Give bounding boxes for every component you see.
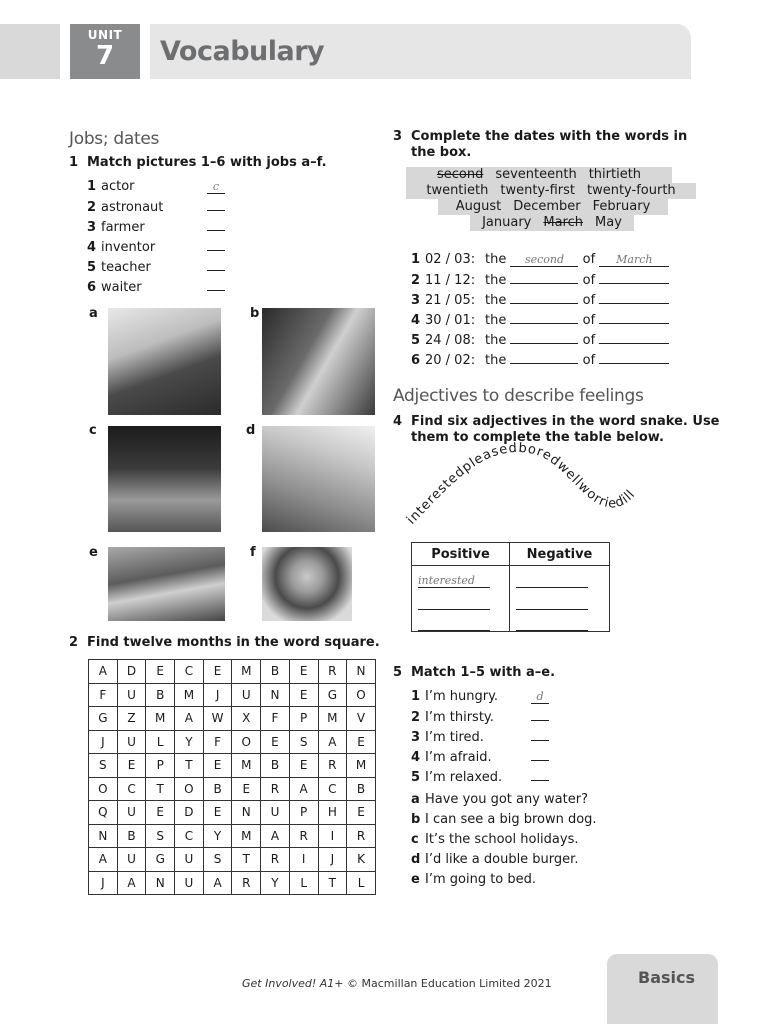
word-box-item: twentieth [420, 183, 494, 199]
word-square-cell: E [232, 777, 261, 801]
word-square-cell: E [347, 801, 376, 825]
word-box-item: February [587, 199, 657, 215]
table-cell[interactable] [412, 610, 510, 632]
list-item: 5 teacher [87, 259, 225, 279]
table-header-negative: Negative [510, 543, 610, 566]
word-square-cell: A [203, 871, 232, 895]
word-square-cell: Y [261, 871, 290, 895]
header-side-block [0, 24, 60, 79]
word-square-cell: T [232, 848, 261, 872]
photo-label-f: f [250, 545, 256, 560]
word-square-row [89, 660, 376, 684]
word-square-cell: N [261, 683, 290, 707]
word-square-cell: S [89, 754, 118, 778]
photo-label-d: d [246, 423, 256, 438]
word-square-cell: C [117, 777, 146, 801]
word-square-cell: T [175, 754, 204, 778]
ex1-instruction: 1 Match pictures 1–6 with jobs a–f. [69, 155, 327, 170]
word-square-cell: J [89, 730, 118, 754]
word-square-cell: T [146, 777, 175, 801]
word-square-cell: A [318, 730, 347, 754]
word-square-cell: S [203, 848, 232, 872]
list-item: e I’m going to bed. [411, 872, 537, 887]
word-square-cell: D [175, 801, 204, 825]
word-square-cell: E [146, 801, 175, 825]
word-square-cell: N [232, 801, 261, 825]
word-square-cell: O [347, 683, 376, 707]
word-square-cell: U [232, 683, 261, 707]
word-box-row [438, 199, 668, 215]
list-item: 4 30 / 01: the of [411, 312, 669, 332]
list-item: 2 11 / 12: the of [411, 272, 669, 292]
word-box-item: May [589, 215, 628, 231]
word-box-item: second [431, 167, 489, 183]
answer-blank[interactable] [531, 729, 549, 741]
list-item: 5 I’m relaxed. [411, 769, 549, 789]
list-item: a Have you got any water? [411, 792, 588, 807]
word-box-item: August [450, 199, 508, 215]
word-square-cell: E [203, 801, 232, 825]
answer-blank[interactable] [599, 312, 669, 324]
word-square-cell: E [347, 730, 376, 754]
table-cell[interactable] [510, 566, 610, 588]
word-square-cell: J [203, 683, 232, 707]
answer-blank[interactable] [599, 272, 669, 284]
answer-blank[interactable] [531, 749, 549, 761]
list-item: 5 24 / 08: the of [411, 332, 669, 352]
word-square-cell: J [89, 871, 118, 895]
word-square-cell: R [318, 754, 347, 778]
word-square-cell: C [175, 824, 204, 848]
word-square-cell: A [289, 777, 318, 801]
actor-photo [108, 426, 221, 532]
word-square-cell: U [175, 848, 204, 872]
answer-blank[interactable] [531, 709, 549, 721]
answer-blank[interactable]: second [510, 255, 578, 267]
ex4-instruction: 4 Find six adjectives in the word snake. Use them to complete the table below. [393, 414, 720, 445]
answer-blank[interactable] [207, 199, 225, 211]
word-box-item: twenty-fourth [581, 183, 682, 199]
list-item: b I can see a big brown dog. [411, 812, 597, 827]
word-box-item: seventeenth [489, 167, 582, 183]
word-snake-text: interestedpleasedboredwellworriedill [404, 440, 639, 528]
page-title: Vocabulary [160, 36, 325, 67]
word-square-cell: E [289, 754, 318, 778]
word-square-cell: J [318, 848, 347, 872]
word-square-cell: E [117, 754, 146, 778]
photo-label-a: a [89, 306, 98, 321]
list-item: 2 I’m thirsty. [411, 709, 549, 729]
list-item: 1 02 / 03: the second of March [411, 252, 669, 272]
word-square-row [89, 824, 376, 848]
word-square-cell: L [146, 730, 175, 754]
word-square-cell: W [203, 707, 232, 731]
word-square-cell: N [146, 871, 175, 895]
list-item: d I’d like a double burger. [411, 852, 579, 867]
word-square-cell: M [232, 754, 261, 778]
word-square-cell: U [261, 801, 290, 825]
word-square-cell: O [89, 777, 118, 801]
answer-blank[interactable] [531, 769, 549, 781]
answer-blank[interactable] [510, 272, 578, 284]
word-square-cell: U [175, 871, 204, 895]
list-item: 2 astronaut [87, 199, 225, 219]
list-item: 4 inventor [87, 239, 225, 259]
word-square-cell: V [347, 707, 376, 731]
feelings-table [411, 542, 610, 632]
word-square-cell: U [117, 848, 146, 872]
word-square-cell: C [175, 660, 204, 684]
word-square-cell: I [289, 848, 318, 872]
table-cell[interactable] [510, 610, 610, 632]
word-square-cell: S [289, 730, 318, 754]
unit-badge [70, 24, 140, 79]
word-square-cell: E [289, 683, 318, 707]
word-box-item: thirtieth [583, 167, 647, 183]
word-square-cell: O [175, 777, 204, 801]
footer-copyright: Get Involved! A1+ © Macmillan Education Limited 2021 [242, 977, 552, 990]
word-square-cell: R [289, 824, 318, 848]
answer-blank[interactable] [510, 332, 578, 344]
word-box-item: January [476, 215, 537, 231]
word-box-row [470, 215, 634, 231]
word-square-cell: F [203, 730, 232, 754]
word-square-cell: F [89, 683, 118, 707]
answer-blank[interactable] [510, 312, 578, 324]
ex5-list [411, 689, 549, 789]
word-box-item: December [507, 199, 586, 215]
list-item: 3 21 / 05: the of [411, 292, 669, 312]
unit-number: 7 [95, 41, 115, 71]
list-item: 1 actor c [87, 179, 225, 199]
answer-blank[interactable] [510, 292, 578, 304]
word-box-item: March [537, 215, 589, 231]
list-item: 6 20 / 02: the of [411, 352, 669, 372]
ex3-list [411, 252, 669, 372]
section-title-feelings: Adjectives to describe feelings [393, 386, 644, 406]
word-square-cell: R [347, 824, 376, 848]
word-square-cell: M [232, 824, 261, 848]
ex2-instruction: 2 Find twelve months in the word square. [69, 635, 380, 650]
word-square-cell: E [203, 660, 232, 684]
ex5-instruction: 5 Match 1–5 with a–e. [393, 665, 556, 680]
word-square-cell: M [175, 683, 204, 707]
ex5-options [411, 792, 597, 892]
word-square-cell: M [318, 707, 347, 731]
table-cell[interactable] [510, 588, 610, 610]
farmer-photo [108, 308, 221, 415]
word-square-cell: A [89, 848, 118, 872]
answer-blank[interactable] [599, 292, 669, 304]
word-square-cell: M [347, 754, 376, 778]
word-square-cell: R [318, 660, 347, 684]
word-square-cell: L [347, 871, 376, 895]
word-square-cell: M [232, 660, 261, 684]
word-square-cell: B [117, 824, 146, 848]
word-square-cell: A [89, 660, 118, 684]
word-square-cell: Q [89, 801, 118, 825]
word-box-row [406, 183, 696, 199]
word-square [88, 659, 376, 895]
answer-blank[interactable] [207, 239, 225, 251]
word-square-cell: O [232, 730, 261, 754]
word-box-row [406, 167, 672, 183]
word-square-row [89, 801, 376, 825]
word-square-cell: E [289, 660, 318, 684]
word-square-cell: R [232, 871, 261, 895]
answer-blank[interactable]: c [207, 182, 225, 194]
word-square-cell: I [318, 824, 347, 848]
word-square-cell: A [261, 824, 290, 848]
word-square-cell: S [146, 824, 175, 848]
word-square-cell: A [117, 871, 146, 895]
list-item: 1 I’m hungry. d [411, 689, 549, 709]
word-square-cell: R [261, 777, 290, 801]
word-square-cell: B [146, 683, 175, 707]
photo-label-b: b [250, 306, 260, 321]
answer-blank[interactable]: d [531, 692, 549, 704]
word-box-item: twenty-first [494, 183, 581, 199]
word-square-cell: D [117, 660, 146, 684]
word-square-cell: K [347, 848, 376, 872]
ex3-instruction: 3 Complete the dates with the words in the box. [393, 129, 688, 160]
list-item: c It’s the school holidays. [411, 832, 579, 847]
word-square-cell: G [146, 848, 175, 872]
word-square-cell: T [318, 871, 347, 895]
word-square-row [89, 848, 376, 872]
answer-blank[interactable] [207, 219, 225, 231]
inventor-photo [262, 308, 375, 415]
section-title-jobs: Jobs; dates [69, 129, 160, 149]
word-square-cell: X [232, 707, 261, 731]
table-header-positive: Positive [412, 543, 510, 566]
word-square-cell: B [261, 754, 290, 778]
answer-blank[interactable] [599, 352, 669, 364]
list-item: 3 I’m tired. [411, 729, 549, 749]
word-square-cell: P [146, 754, 175, 778]
astronaut-photo [262, 547, 352, 621]
word-square-cell: E [203, 754, 232, 778]
photo-label-e: e [89, 545, 98, 560]
word-square-cell: Y [175, 730, 204, 754]
word-square-row [89, 707, 376, 731]
word-square-cell: U [117, 730, 146, 754]
word-square-cell: N [89, 824, 118, 848]
word-square-cell: G [89, 707, 118, 731]
answer-blank[interactable] [207, 279, 225, 291]
svg-text:interestedpleasedboredwellworr [404, 441, 638, 528]
word-square-cell: U [117, 801, 146, 825]
word-square-cell: L [289, 871, 318, 895]
word-square-cell: B [261, 660, 290, 684]
word-square-row [89, 730, 376, 754]
unit-label: UNIT [87, 28, 123, 42]
word-square-cell: U [117, 683, 146, 707]
answer-blank[interactable] [599, 332, 669, 344]
list-item: 3 farmer [87, 219, 225, 239]
word-square-cell: G [318, 683, 347, 707]
teacher-photo [262, 426, 375, 532]
footer-tab-label: Basics [638, 968, 696, 987]
word-square-cell: P [289, 801, 318, 825]
word-square-cell: B [203, 777, 232, 801]
word-square-row [89, 871, 376, 895]
word-square-cell: E [146, 660, 175, 684]
ex1-list [87, 179, 225, 299]
word-square-row [89, 777, 376, 801]
list-item: 6 waiter [87, 279, 225, 299]
word-square-cell: Y [203, 824, 232, 848]
waiter-photo [108, 547, 225, 621]
footer-tab [607, 954, 718, 1024]
example-answer: interested [418, 575, 490, 588]
word-square-cell: E [261, 730, 290, 754]
answer-blank[interactable] [510, 352, 578, 364]
word-square-cell: B [347, 777, 376, 801]
word-square-row [89, 683, 376, 707]
word-square-cell: M [146, 707, 175, 731]
word-square-cell: C [318, 777, 347, 801]
word-square-cell: A [175, 707, 204, 731]
answer-blank[interactable] [207, 259, 225, 271]
word-square-row [89, 754, 376, 778]
word-snake [400, 440, 660, 535]
table-cell[interactable] [412, 566, 510, 588]
answer-blank[interactable]: March [599, 255, 669, 267]
word-square-cell: R [261, 848, 290, 872]
photo-label-c: c [89, 423, 97, 438]
word-square-cell: P [289, 707, 318, 731]
word-square-cell: N [347, 660, 376, 684]
word-square-cell: F [261, 707, 290, 731]
table-cell[interactable] [412, 588, 510, 610]
list-item: 4 I’m afraid. [411, 749, 549, 769]
word-square-cell: Z [117, 707, 146, 731]
word-square-cell: H [318, 801, 347, 825]
